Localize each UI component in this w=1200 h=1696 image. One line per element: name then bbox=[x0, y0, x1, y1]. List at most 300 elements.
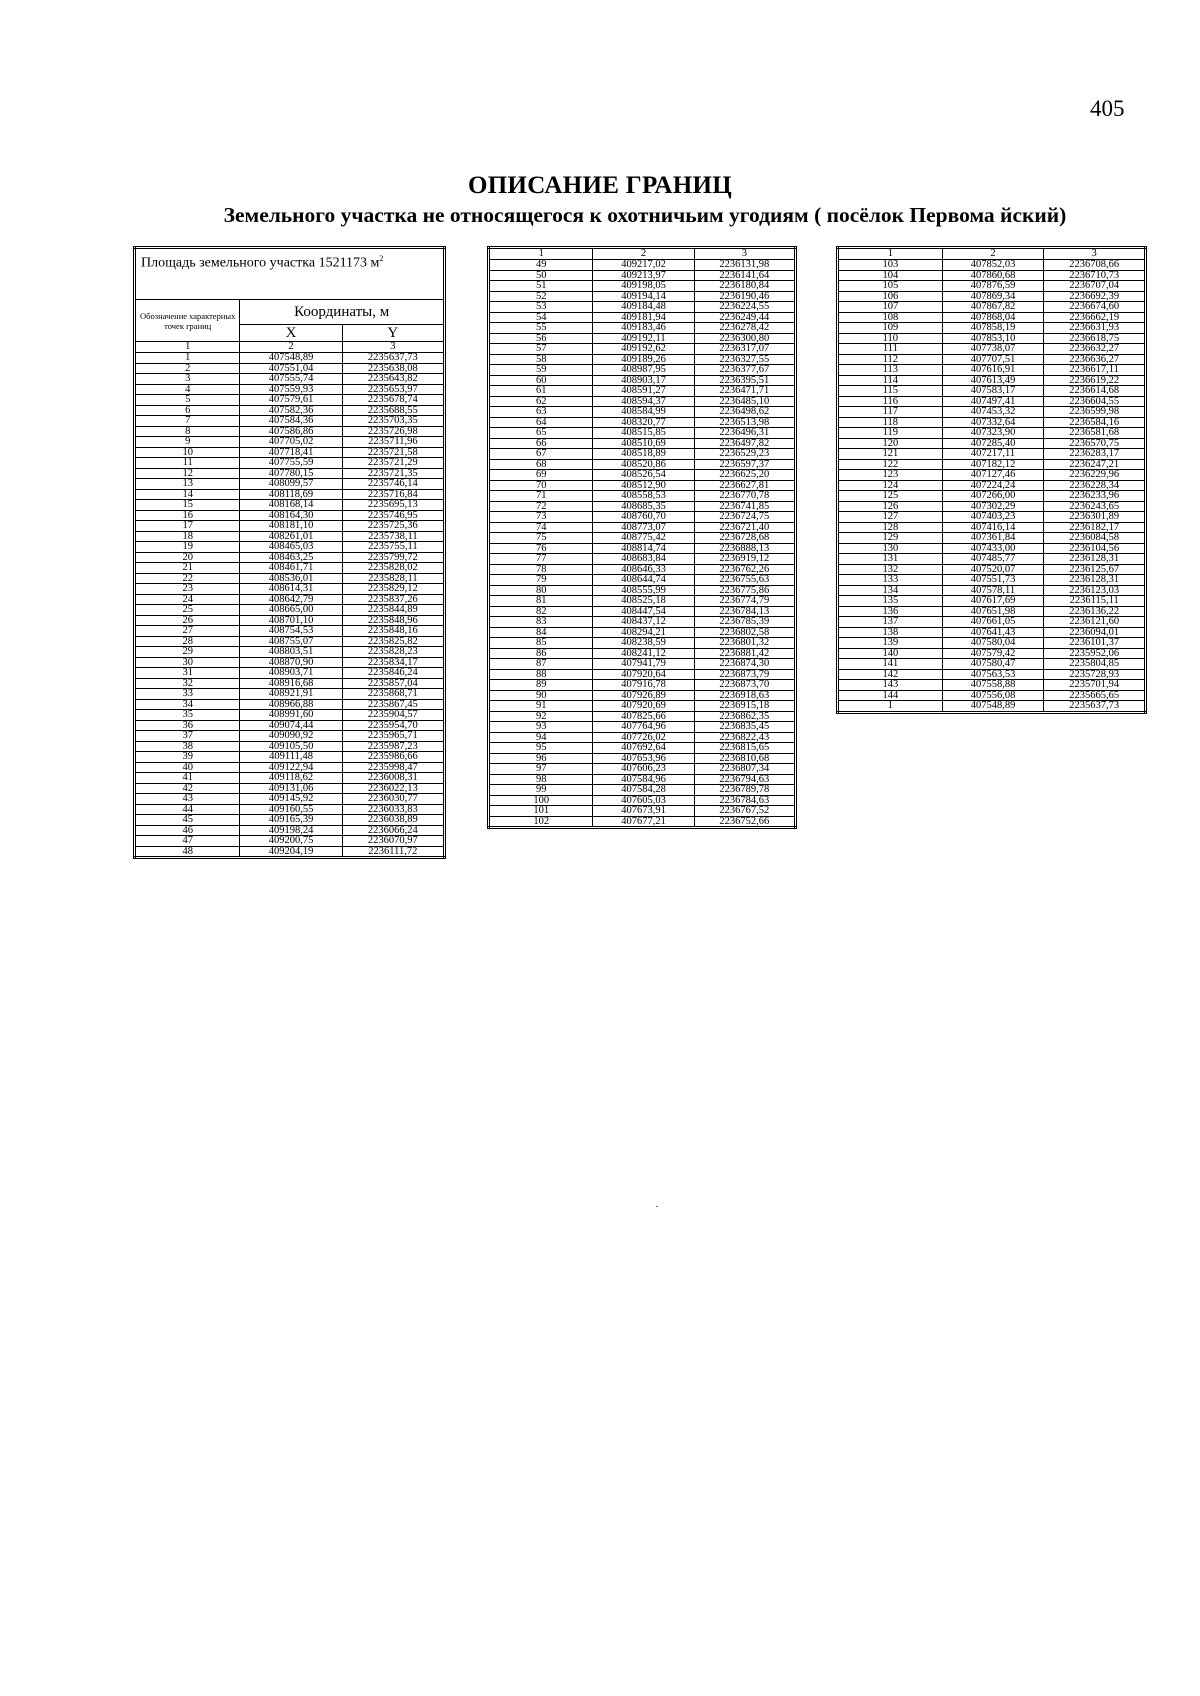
y-coordinate: 2236377,67 bbox=[694, 365, 795, 376]
point-number: 72 bbox=[489, 501, 593, 512]
x-coordinate: 409184,48 bbox=[593, 302, 694, 313]
x-coordinate: 409189,26 bbox=[593, 354, 694, 365]
x-coordinate: 407453,32 bbox=[942, 407, 1044, 418]
table-row bbox=[135, 552, 445, 563]
y-coordinate: 2236033,83 bbox=[342, 804, 444, 815]
point-number: 104 bbox=[838, 270, 943, 281]
table-row bbox=[135, 615, 445, 626]
table-row bbox=[135, 815, 445, 826]
x-coordinate: 407853,10 bbox=[942, 333, 1044, 344]
table-row bbox=[489, 407, 796, 418]
column-number: 1 bbox=[135, 342, 240, 353]
x-coordinate: 407584,28 bbox=[593, 785, 694, 796]
x-coordinate: 408241,12 bbox=[593, 648, 694, 659]
y-coordinate: 2236121,60 bbox=[1044, 617, 1146, 628]
x-coordinate: 407651,98 bbox=[942, 606, 1044, 617]
y-coordinate: 2236180,84 bbox=[694, 281, 795, 292]
x-coordinate: 408591,27 bbox=[593, 386, 694, 397]
y-coordinate: 2235998,47 bbox=[342, 762, 444, 773]
x-coordinate: 407224,24 bbox=[942, 480, 1044, 491]
table-row bbox=[838, 596, 1146, 607]
x-coordinate: 407559,93 bbox=[240, 384, 342, 395]
table-row bbox=[135, 794, 445, 805]
y-coordinate: 2236721,40 bbox=[694, 522, 795, 533]
point-number: 41 bbox=[135, 773, 240, 784]
y-coordinate: 2235828,02 bbox=[342, 563, 444, 574]
table-row bbox=[489, 449, 796, 460]
x-coordinate: 408903,17 bbox=[593, 375, 694, 386]
x-coordinate: 409198,24 bbox=[240, 825, 342, 836]
point-number: 143 bbox=[838, 680, 943, 691]
point-number: 76 bbox=[489, 543, 593, 554]
point-number: 136 bbox=[838, 606, 943, 617]
y-coordinate: 2235721,58 bbox=[342, 447, 444, 458]
document-title: ОПИСАНИЕ ГРАНИЦ bbox=[468, 172, 732, 199]
y-coordinate: 2236774,79 bbox=[694, 596, 795, 607]
x-coordinate: 407641,43 bbox=[942, 627, 1044, 638]
table-row bbox=[135, 416, 445, 427]
x-coordinate: 407266,00 bbox=[942, 491, 1044, 502]
x-coordinate: 408683,84 bbox=[593, 554, 694, 565]
y-coordinate: 2235665,65 bbox=[1044, 690, 1146, 701]
table-row bbox=[135, 521, 445, 532]
point-number: 55 bbox=[489, 323, 593, 334]
point-number: 48 bbox=[135, 846, 240, 858]
y-coordinate: 2235703,35 bbox=[342, 416, 444, 427]
table-row bbox=[135, 699, 445, 710]
x-coordinate: 407718,41 bbox=[240, 447, 342, 458]
table-row bbox=[135, 836, 445, 847]
point-number: 100 bbox=[489, 795, 593, 806]
point-number: 106 bbox=[838, 291, 943, 302]
point-number: 34 bbox=[135, 699, 240, 710]
table-row bbox=[135, 720, 445, 731]
y-coordinate: 2236233,96 bbox=[1044, 491, 1146, 502]
point-number: 116 bbox=[838, 396, 943, 407]
table-row bbox=[489, 795, 796, 806]
x-coordinate: 409194,14 bbox=[593, 291, 694, 302]
table-row bbox=[489, 732, 796, 743]
coordinates-header: Координаты, м bbox=[240, 300, 445, 325]
y-coordinate: 2235848,96 bbox=[342, 615, 444, 626]
point-number: 127 bbox=[838, 512, 943, 523]
point-number: 78 bbox=[489, 564, 593, 575]
table-row bbox=[838, 680, 1146, 691]
point-number: 89 bbox=[489, 680, 593, 691]
y-coordinate: 2236674,60 bbox=[1044, 302, 1146, 313]
x-coordinate: 408814,74 bbox=[593, 543, 694, 554]
x-coordinate: 407332,64 bbox=[942, 417, 1044, 428]
x-coordinate: 408903,71 bbox=[240, 668, 342, 679]
table-row bbox=[135, 353, 445, 364]
point-number: 38 bbox=[135, 741, 240, 752]
table-row bbox=[838, 386, 1146, 397]
point-number: 77 bbox=[489, 554, 593, 565]
table-row bbox=[489, 270, 796, 281]
point-number: 56 bbox=[489, 333, 593, 344]
table-row bbox=[135, 731, 445, 742]
y-header: Y bbox=[342, 325, 444, 342]
table-row bbox=[838, 522, 1146, 533]
point-number: 8 bbox=[135, 426, 240, 437]
point-number: 102 bbox=[489, 816, 593, 828]
x-coordinate: 407755,59 bbox=[240, 458, 342, 469]
y-coordinate: 2235799,72 bbox=[342, 552, 444, 563]
y-coordinate: 2236604,55 bbox=[1044, 396, 1146, 407]
y-coordinate: 2235678,74 bbox=[342, 395, 444, 406]
y-coordinate: 2236190,46 bbox=[694, 291, 795, 302]
y-coordinate: 2235637,73 bbox=[342, 353, 444, 364]
table-row bbox=[135, 426, 445, 437]
y-coordinate: 2236125,67 bbox=[1044, 564, 1146, 575]
point-number: 39 bbox=[135, 752, 240, 763]
point-number: 3 bbox=[135, 374, 240, 385]
x-coordinate: 408463,25 bbox=[240, 552, 342, 563]
point-number: 109 bbox=[838, 323, 943, 334]
y-coordinate: 2236873,70 bbox=[694, 680, 795, 691]
point-number: 47 bbox=[135, 836, 240, 847]
column-number: 3 bbox=[1044, 248, 1146, 260]
x-coordinate: 407707,51 bbox=[942, 354, 1044, 365]
y-coordinate: 2235829,12 bbox=[342, 584, 444, 595]
point-number: 90 bbox=[489, 690, 593, 701]
y-coordinate: 2236707,04 bbox=[1044, 281, 1146, 292]
point-number: 23 bbox=[135, 584, 240, 595]
table-row bbox=[489, 785, 796, 796]
table-row bbox=[838, 617, 1146, 628]
point-number: 81 bbox=[489, 596, 593, 607]
point-number: 108 bbox=[838, 312, 943, 323]
x-coordinate: 407403,23 bbox=[942, 512, 1044, 523]
table-row bbox=[489, 659, 796, 670]
y-coordinate: 2236632,27 bbox=[1044, 344, 1146, 355]
point-number: 142 bbox=[838, 669, 943, 680]
x-coordinate: 409131,06 bbox=[240, 783, 342, 794]
x-coordinate: 409090,92 bbox=[240, 731, 342, 742]
table-row bbox=[489, 806, 796, 817]
x-coordinate: 407579,61 bbox=[240, 395, 342, 406]
y-coordinate: 2235701,94 bbox=[1044, 680, 1146, 691]
x-coordinate: 408164,30 bbox=[240, 510, 342, 521]
table-row bbox=[489, 638, 796, 649]
point-number: 9 bbox=[135, 437, 240, 448]
point-number: 107 bbox=[838, 302, 943, 313]
point-number: 125 bbox=[838, 491, 943, 502]
column-number: 3 bbox=[342, 342, 444, 353]
point-number: 11 bbox=[135, 458, 240, 469]
y-coordinate: 2236104,56 bbox=[1044, 543, 1146, 554]
table-row bbox=[489, 417, 796, 428]
y-coordinate: 2235716,84 bbox=[342, 489, 444, 500]
table-row bbox=[489, 764, 796, 775]
x-coordinate: 408584,99 bbox=[593, 407, 694, 418]
table-row bbox=[135, 668, 445, 679]
x-coordinate: 407653,96 bbox=[593, 753, 694, 764]
x-coordinate: 408594,37 bbox=[593, 396, 694, 407]
y-coordinate: 2235837,26 bbox=[342, 594, 444, 605]
point-number: 58 bbox=[489, 354, 593, 365]
y-coordinate: 2236710,73 bbox=[1044, 270, 1146, 281]
y-coordinate: 2236801,32 bbox=[694, 638, 795, 649]
point-number: 15 bbox=[135, 500, 240, 511]
x-coordinate: 407580,47 bbox=[942, 659, 1044, 670]
table-row bbox=[135, 500, 445, 511]
x-coordinate: 409165,39 bbox=[240, 815, 342, 826]
x-coordinate: 407485,77 bbox=[942, 554, 1044, 565]
scan-speck bbox=[656, 1206, 658, 1207]
point-number: 29 bbox=[135, 647, 240, 658]
table-row bbox=[489, 669, 796, 680]
x-coordinate: 408916,68 bbox=[240, 678, 342, 689]
point-number: 69 bbox=[489, 470, 593, 481]
point-number: 137 bbox=[838, 617, 943, 628]
table-row bbox=[838, 627, 1146, 638]
x-coordinate: 408118,69 bbox=[240, 489, 342, 500]
table-row bbox=[838, 281, 1146, 292]
y-coordinate: 2235828,23 bbox=[342, 647, 444, 658]
point-number: 73 bbox=[489, 512, 593, 523]
table-row bbox=[838, 260, 1146, 271]
x-coordinate: 408685,35 bbox=[593, 501, 694, 512]
table-row bbox=[489, 386, 796, 397]
table-row bbox=[489, 428, 796, 439]
y-coordinate: 2236101,37 bbox=[1044, 638, 1146, 649]
table-row bbox=[489, 617, 796, 628]
y-coordinate: 2236094,01 bbox=[1044, 627, 1146, 638]
table-row bbox=[135, 678, 445, 689]
point-number: 71 bbox=[489, 491, 593, 502]
point-number: 83 bbox=[489, 617, 593, 628]
x-coordinate: 409111,48 bbox=[240, 752, 342, 763]
y-coordinate: 2236784,63 bbox=[694, 795, 795, 806]
table-row bbox=[135, 405, 445, 416]
y-coordinate: 2236627,81 bbox=[694, 480, 795, 491]
table-row bbox=[135, 479, 445, 490]
point-number: 140 bbox=[838, 648, 943, 659]
y-coordinate: 2236243,65 bbox=[1044, 501, 1146, 512]
table-row bbox=[489, 606, 796, 617]
x-header: X bbox=[240, 325, 342, 342]
y-coordinate: 2236030,77 bbox=[342, 794, 444, 805]
table-row bbox=[489, 344, 796, 355]
point-number: 67 bbox=[489, 449, 593, 460]
point-number: 120 bbox=[838, 438, 943, 449]
point-number: 62 bbox=[489, 396, 593, 407]
area-label: Площадь земельного участка 1521173 $м^2$ bbox=[135, 248, 445, 300]
x-coordinate: 408644,74 bbox=[593, 575, 694, 586]
table-row bbox=[489, 743, 796, 754]
x-coordinate: 407582,36 bbox=[240, 405, 342, 416]
table-row bbox=[135, 437, 445, 448]
y-coordinate: 2235721,29 bbox=[342, 458, 444, 469]
table-row bbox=[489, 260, 796, 271]
y-coordinate: 2236625,20 bbox=[694, 470, 795, 481]
table-row bbox=[135, 573, 445, 584]
point-number: 85 bbox=[489, 638, 593, 649]
point-number: 28 bbox=[135, 636, 240, 647]
y-coordinate: 2236919,12 bbox=[694, 554, 795, 565]
y-coordinate: 2236915,18 bbox=[694, 701, 795, 712]
table-row bbox=[489, 354, 796, 365]
table-row bbox=[135, 510, 445, 521]
y-coordinate: 2235904,57 bbox=[342, 710, 444, 721]
y-coordinate: 2235725,36 bbox=[342, 521, 444, 532]
point-number: 126 bbox=[838, 501, 943, 512]
y-coordinate: 2236631,93 bbox=[1044, 323, 1146, 334]
table-row bbox=[838, 407, 1146, 418]
x-coordinate: 407673,91 bbox=[593, 806, 694, 817]
table-row bbox=[135, 846, 445, 858]
point-number: 46 bbox=[135, 825, 240, 836]
point-number: 93 bbox=[489, 722, 593, 733]
column-number: 3 bbox=[694, 248, 795, 260]
x-coordinate: 407852,03 bbox=[942, 260, 1044, 271]
table-row bbox=[135, 657, 445, 668]
x-coordinate: 408238,59 bbox=[593, 638, 694, 649]
point-number: 54 bbox=[489, 312, 593, 323]
y-coordinate: 2235834,17 bbox=[342, 657, 444, 668]
table-row bbox=[489, 396, 796, 407]
point-number: 30 bbox=[135, 657, 240, 668]
table-row bbox=[489, 281, 796, 292]
x-coordinate: 407217,11 bbox=[942, 449, 1044, 460]
table-row bbox=[838, 312, 1146, 323]
y-coordinate: 2235643,82 bbox=[342, 374, 444, 385]
x-coordinate: 408991,60 bbox=[240, 710, 342, 721]
point-number: 43 bbox=[135, 794, 240, 805]
y-coordinate: 2236008,31 bbox=[342, 773, 444, 784]
coordinates-table-1 bbox=[133, 246, 446, 859]
table-row bbox=[838, 554, 1146, 565]
point-number: 17 bbox=[135, 521, 240, 532]
x-coordinate: 409217,02 bbox=[593, 260, 694, 271]
x-coordinate: 407941,79 bbox=[593, 659, 694, 670]
point-number: 42 bbox=[135, 783, 240, 794]
y-coordinate: 2236662,19 bbox=[1044, 312, 1146, 323]
x-coordinate: 407548,89 bbox=[240, 353, 342, 364]
table-row bbox=[838, 428, 1146, 439]
x-coordinate: 409192,11 bbox=[593, 333, 694, 344]
point-number: 61 bbox=[489, 386, 593, 397]
x-coordinate: 407867,82 bbox=[942, 302, 1044, 313]
table-row bbox=[135, 689, 445, 700]
x-coordinate: 407127,46 bbox=[942, 470, 1044, 481]
point-number: 115 bbox=[838, 386, 943, 397]
x-coordinate: 407876,59 bbox=[942, 281, 1044, 292]
point-number: 44 bbox=[135, 804, 240, 815]
y-coordinate: 2236141,64 bbox=[694, 270, 795, 281]
y-coordinate: 2236599,98 bbox=[1044, 407, 1146, 418]
x-coordinate: 408987,95 bbox=[593, 365, 694, 376]
y-coordinate: 2236327,55 bbox=[694, 354, 795, 365]
x-coordinate: 408461,71 bbox=[240, 563, 342, 574]
x-coordinate: 407692,64 bbox=[593, 743, 694, 754]
y-coordinate: 2236228,34 bbox=[1044, 480, 1146, 491]
table-row bbox=[489, 753, 796, 764]
x-coordinate: 408510,69 bbox=[593, 438, 694, 449]
table-row bbox=[838, 659, 1146, 670]
table-row bbox=[135, 783, 445, 794]
table-row bbox=[135, 531, 445, 542]
table-row bbox=[838, 396, 1146, 407]
table-row bbox=[838, 648, 1146, 659]
coordinates-table-3 bbox=[836, 246, 1147, 714]
y-coordinate: 2236815,65 bbox=[694, 743, 795, 754]
y-coordinate: 2236619,22 bbox=[1044, 375, 1146, 386]
y-coordinate: 2236767,52 bbox=[694, 806, 795, 817]
y-coordinate: 2235828,11 bbox=[342, 573, 444, 584]
point-number: 12 bbox=[135, 468, 240, 479]
x-coordinate: 407677,21 bbox=[593, 816, 694, 828]
table-row bbox=[838, 417, 1146, 428]
table-row bbox=[135, 605, 445, 616]
y-coordinate: 2235846,24 bbox=[342, 668, 444, 679]
point-number: 123 bbox=[838, 470, 943, 481]
y-coordinate: 2236874,30 bbox=[694, 659, 795, 670]
point-number: 97 bbox=[489, 764, 593, 775]
point-number: 16 bbox=[135, 510, 240, 521]
x-coordinate: 407563,53 bbox=[942, 669, 1044, 680]
y-coordinate: 2236617,11 bbox=[1044, 365, 1146, 376]
y-coordinate: 2236066,24 bbox=[342, 825, 444, 836]
x-coordinate: 408515,85 bbox=[593, 428, 694, 439]
x-coordinate: 408870,90 bbox=[240, 657, 342, 668]
point-number: 135 bbox=[838, 596, 943, 607]
x-coordinate: 407579,42 bbox=[942, 648, 1044, 659]
table-row bbox=[135, 741, 445, 752]
point-number: 25 bbox=[135, 605, 240, 616]
y-coordinate: 2236136,22 bbox=[1044, 606, 1146, 617]
x-coordinate: 408465,03 bbox=[240, 542, 342, 553]
table-row bbox=[135, 363, 445, 374]
table-row bbox=[489, 480, 796, 491]
y-coordinate: 2235857,04 bbox=[342, 678, 444, 689]
point-number: 2 bbox=[135, 363, 240, 374]
y-coordinate: 2236835,45 bbox=[694, 722, 795, 733]
table-row bbox=[838, 638, 1146, 649]
table-row bbox=[135, 594, 445, 605]
point-number: 118 bbox=[838, 417, 943, 428]
y-coordinate: 2236789,78 bbox=[694, 785, 795, 796]
x-coordinate: 409192,62 bbox=[593, 344, 694, 355]
x-coordinate: 407916,78 bbox=[593, 680, 694, 691]
x-coordinate: 408512,90 bbox=[593, 480, 694, 491]
point-number: 84 bbox=[489, 627, 593, 638]
point-number: 64 bbox=[489, 417, 593, 428]
x-coordinate: 408447,54 bbox=[593, 606, 694, 617]
point-number: 114 bbox=[838, 375, 943, 386]
table-row bbox=[489, 711, 796, 722]
table-row bbox=[838, 459, 1146, 470]
x-coordinate: 409183,46 bbox=[593, 323, 694, 334]
table-row bbox=[135, 563, 445, 574]
point-number: 4 bbox=[135, 384, 240, 395]
x-coordinate: 408518,89 bbox=[593, 449, 694, 460]
y-coordinate: 2235954,70 bbox=[342, 720, 444, 731]
x-coordinate: 407580,04 bbox=[942, 638, 1044, 649]
point-number: 5 bbox=[135, 395, 240, 406]
y-coordinate: 2235721,35 bbox=[342, 468, 444, 479]
x-coordinate: 407613,49 bbox=[942, 375, 1044, 386]
table-row bbox=[135, 374, 445, 385]
table-row bbox=[838, 512, 1146, 523]
column-number: 1 bbox=[489, 248, 593, 260]
y-coordinate: 2235637,73 bbox=[1044, 701, 1146, 713]
x-coordinate: 407556,08 bbox=[942, 690, 1044, 701]
point-number: 119 bbox=[838, 428, 943, 439]
table-row bbox=[838, 323, 1146, 334]
x-coordinate: 408558,53 bbox=[593, 491, 694, 502]
